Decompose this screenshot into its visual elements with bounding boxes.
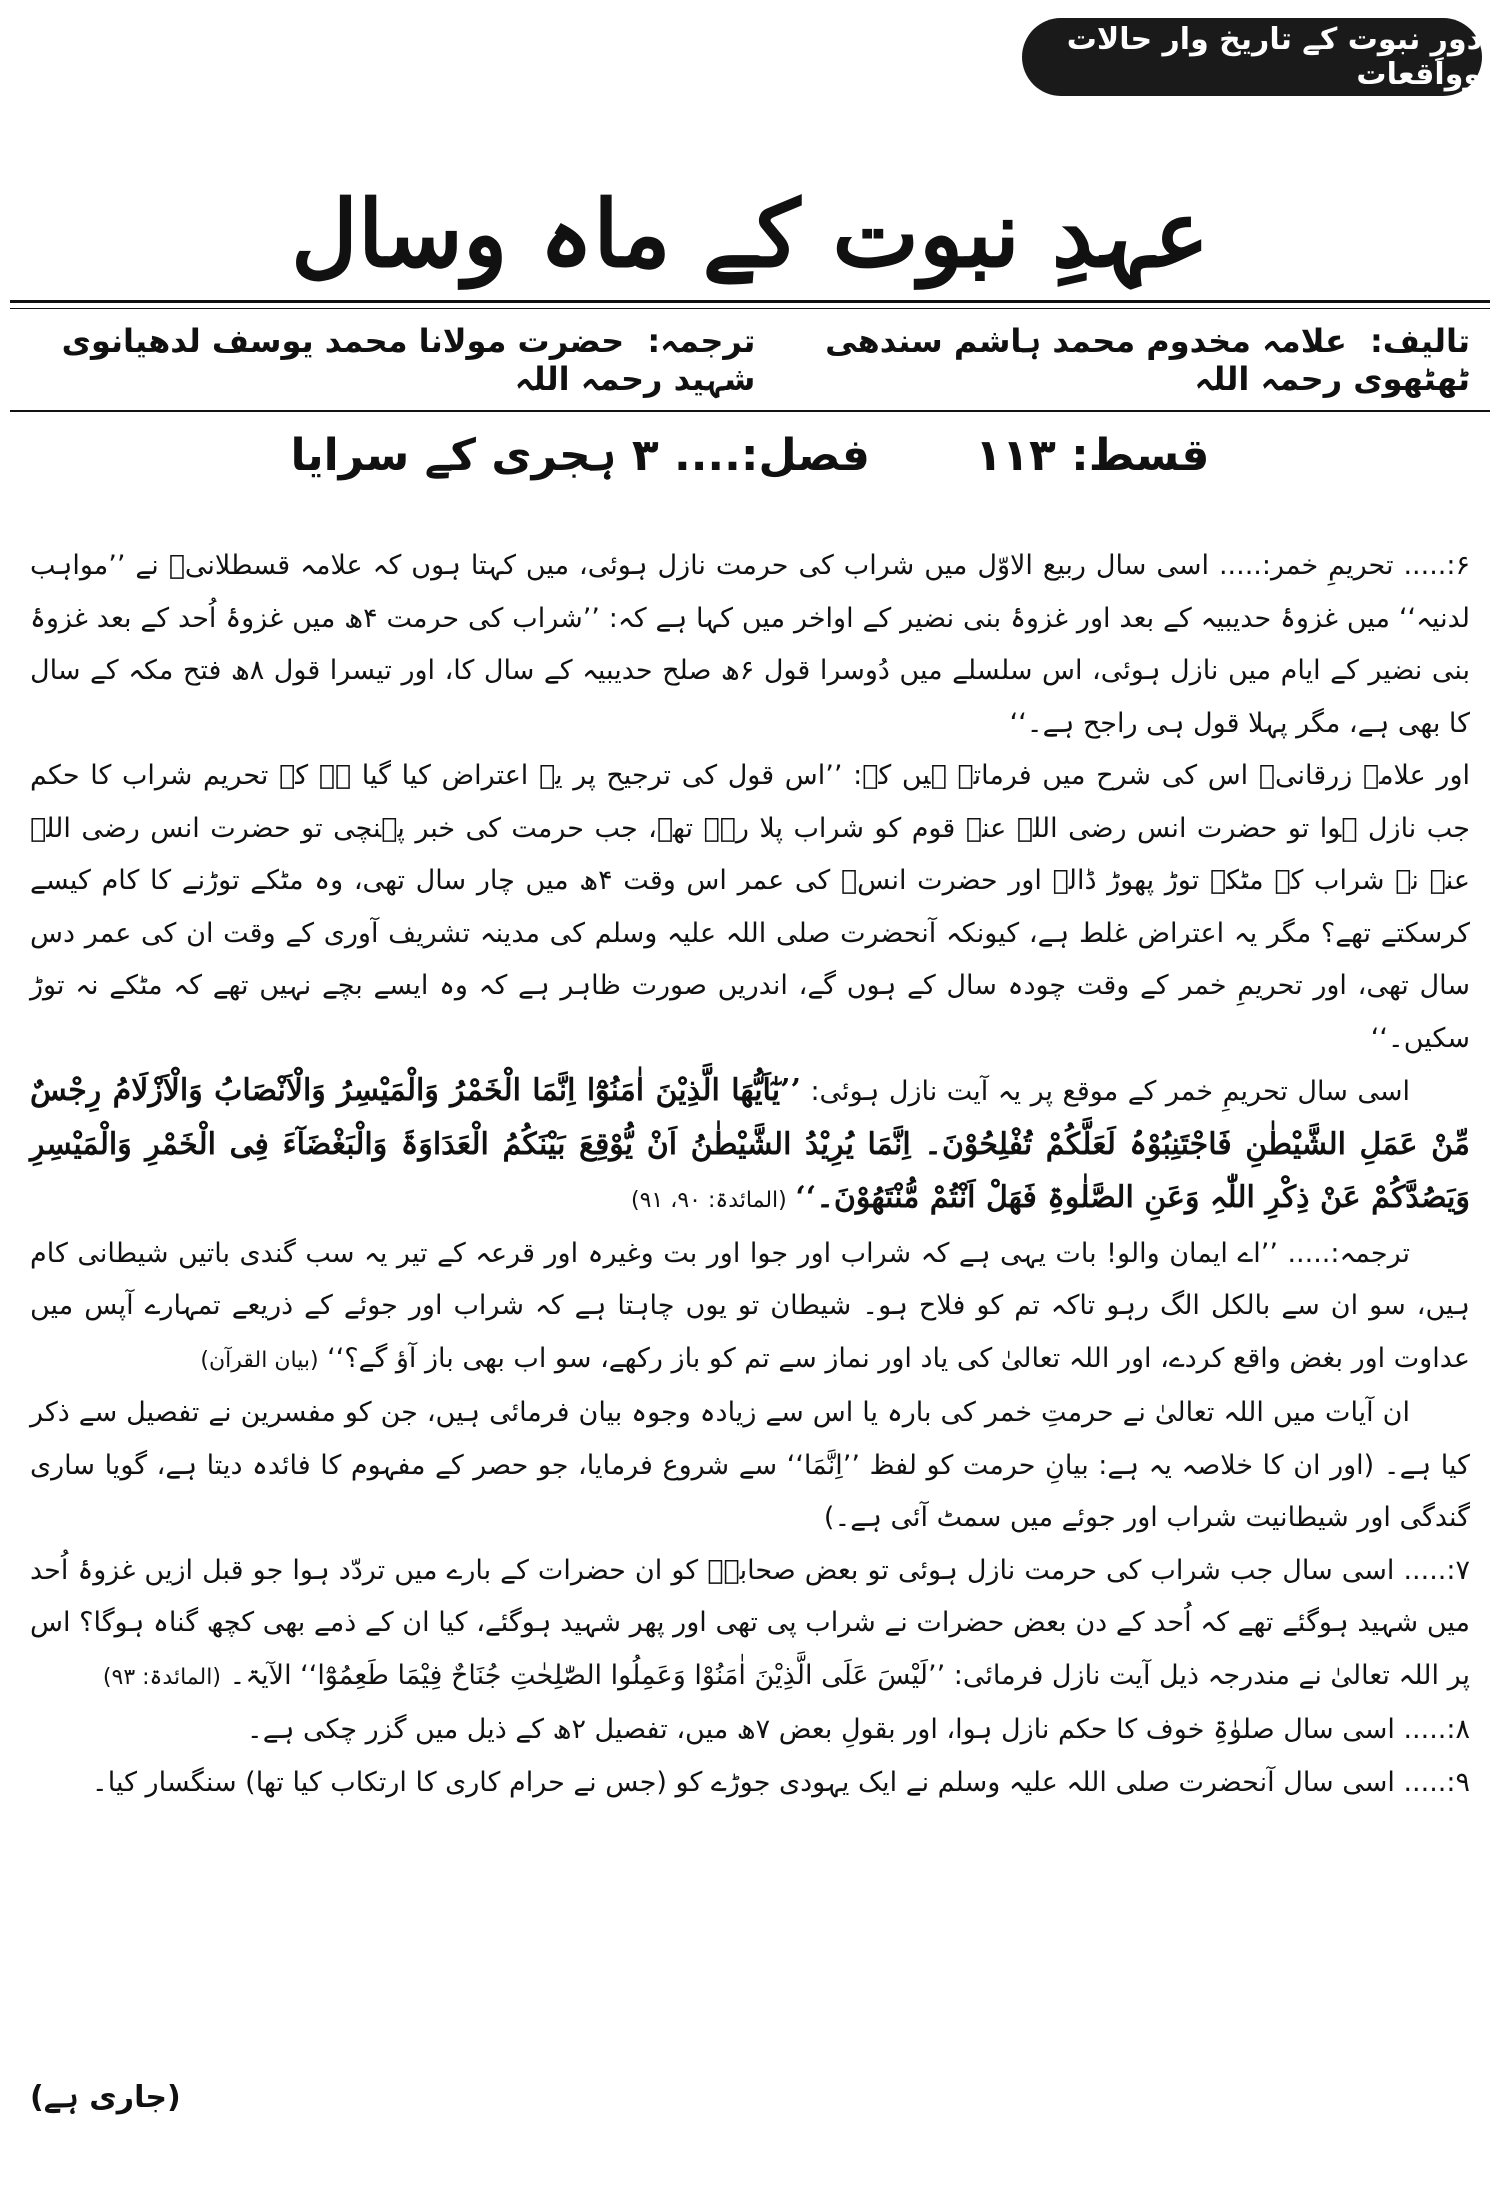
author-name: علامہ مخدوم محمد ہاشم سندھی ٹھٹھوی رحمہ اللہ bbox=[825, 322, 1470, 398]
verse-reference: (المائدۃ: ۹۰، ۹۱) bbox=[631, 1188, 787, 1213]
author-credit bbox=[755, 322, 1470, 398]
translation-block bbox=[30, 1228, 1470, 1388]
paragraph-8: ۸:..... اسی سال صلوٰۃِ خوف کا حکم نازل ہوا، اور بقولِ بعض ۷ھ میں، تفصیل ۲ھ کے ذیل میں گزر چکی ہے۔ bbox=[246, 1714, 1470, 1745]
paragraph-6: ۶:..... تحریمِ خمر:..... اسی سال ربیع الاوّل میں شراب کی حرمت نازل ہوئی، میں کہتا ہوں کہ علامہ قسطلانیؒ نے ’’مواہب لدنیہ‘‘ میں غزوۂ حدیبیہ کے بعد اور غزوۂ بنی نضیر کے اواخر میں کہا ہے کہ: ’’شراب کی حرمت ۴ھ میں غزوۂ اُحد کے بعد غزوۂ بنی نضیر کے ایام میں نازل ہوئی، اس سلسلے میں دُوسرا قول ۶ھ صلح حدیبیہ کے سال کا، اور تیسرا قول ۸ھ فتح مکہ کے سال کا بھی ہے، مگر پہلا قول ہی راجح ہے۔‘‘ bbox=[30, 550, 1471, 739]
translation-reference: (بیان القرآن) bbox=[200, 1347, 319, 1373]
credits-row bbox=[30, 322, 1470, 398]
verse-intro: اسی سال تحریمِ خمر کے موقع پر یہ آیت نازل ہوئی: bbox=[810, 1076, 1410, 1107]
credits-rule bbox=[10, 410, 1490, 412]
paragraph-9: ۹:..... اسی سال آنحضرت صلی اللہ علیہ وسلم نے ایک یہودی جوڑے کو (جس نے حرام کاری کا ارتکاب کیا تھا) سنگسار کیا۔ bbox=[91, 1766, 1470, 1798]
verse-block bbox=[30, 1065, 1470, 1228]
translator-name: حضرت مولانا محمد یوسف لدھیانوی شہید رحمہ اللہ bbox=[61, 322, 756, 398]
verse-translation: ترجمہ:..... ’’اے ایمان والو! بات یہی ہے کہ شراب اور جوا اور بت وغیرہ اور قرعہ کے تیر یہ سب گندی باتیں شیطانی کام ہیں، سو ان سے بالکل الگ رہو تاکہ تم کو فلاح ہو۔ شیطان تو یوں چاہتا ہے کہ شراب اور جوئے کے ذریعے تمہارے آپس میں عداوت اور بغض واقع کردے، اور اللہ تعالیٰ کی یاد اور نماز سے تم کو باز رکھے، سو اب بھی باز آؤ گے؟‘‘ bbox=[30, 1237, 1470, 1374]
series-tag-text: دورِ نبوت کے تاریخ وار حالات وواقعات bbox=[1066, 22, 1482, 92]
title-rule-thin bbox=[10, 308, 1490, 309]
paragraph-7-text: ۷:..... اسی سال جب شراب کی حرمت نازل ہوئی تو بعض صحابہؓ کو ان حضرات کے بارے میں تردّد ہوا جو قبل ازیں غزوۂ اُحد میں شہید ہوگئے تھے کہ اُحد کے دن بعض حضرات نے شراب پی تھی اور پھر شہید ہوگئے، کیا ان کے ذمے بھی کچھ گناہ ہوگا؟ اس پر اللہ تعالیٰ نے مندرجہ ذیل آیت نازل فرمائی: ’’لَیْسَ عَلَی الَّذِیْنَ اٰمَنُوْا وَعَمِلُوا الصّٰلِحٰتِ جُنَاحٌ فِیْمَا طَعِمُوْٓا‘‘ الآیۃ۔ bbox=[30, 1554, 1470, 1691]
quran-verse: ’’یٰٓاَیُّھَا الَّذِیْنَ اٰمَنُوْٓا اِنَّمَا الْخَمْرُ وَالْمَیْسِرُ وَالْاَنْصَابُ وَالْاَزْلَامُ رِجْسٌ مِّنْ عَمَلِ الشَّیْطٰنِ فَاجْتَنِبُوْہُ لَعَلَّکُمْ تُفْلِحُوْنَ۔ اِنَّمَا یُرِیْدُ الشَّیْطٰنُ اَنْ یُّوْقِعَ بَیْنَکُمُ الْعَدَاوَۃَ وَالْبَغْضَآءَ فِی الْخَمْرِ وَالْمَیْسِرِ وَیَصُدَّکُمْ عَنْ ذِکْرِ اللّٰہِ وَعَنِ الصَّلٰوۃِ فَھَلْ اَنْتُمْ مُّنْتَھُوْنَ۔‘‘ bbox=[30, 1073, 1470, 1215]
paragraph-7 bbox=[30, 1545, 1470, 1705]
paragraph-zurqani: اور علامہ زرقانیؒ اس کی شرح میں فرماتے ہیں کہ: ’’اس قول کی ترجیح پر یہ اعتراض کیا گیا ہے کہ تحریم شراب کا حکم جب نازل ہوا تو حضرت انس رضی اللہ عنہ قوم کو شراب پلا رہے تھے، جب حرمت کی خبر پہنچی تو حضرت انس رضی اللہ عنہ نے شراب کے مٹکے توڑ پھوڑ ڈالے اور حضرت انسؓ کی عمر اس وقت ۴ھ میں چار سال تھی، وہ مٹکے توڑنے کا کام کیسے کرسکتے تھے؟ مگر یہ اعتراض غلط ہے، کیونکہ آنحضرت صلی اللہ علیہ وسلم کی مدینہ تشریف آوری کے وقت ان کی عمر دس سال تھی، اور تحریمِ خمر کے وقت چودہ سال کے ہوں گے، اندریں صورت ظاہر ہے کہ وہ ایسے بچے نہیں تھے کہ مٹکے نہ توڑ سکیں۔‘‘ bbox=[30, 760, 1470, 1054]
series-tag bbox=[1022, 18, 1482, 96]
author-label: تالیف: bbox=[1369, 322, 1470, 360]
article-body bbox=[30, 540, 1470, 1809]
continued-marker: (جاری ہے) bbox=[30, 2080, 181, 2115]
chapter-title: فصل:.... ۳ ہجری کے سرایا bbox=[290, 430, 870, 481]
translator-credit bbox=[30, 322, 755, 398]
title-rule-thick bbox=[10, 300, 1490, 303]
installment-heading bbox=[0, 430, 1500, 481]
page-title: عہدِ نبوت کے ماہ وسال bbox=[290, 180, 1210, 288]
paragraph-7-reference: (المائدۃ: ۹۳) bbox=[102, 1664, 221, 1690]
installment-number: قسط: ۱۱۳ bbox=[975, 430, 1210, 481]
translator-label: ترجمہ: bbox=[647, 322, 756, 360]
explanatory-note: ان آیات میں اللہ تعالیٰ نے حرمتِ خمر کی بارہ یا اس سے زیادہ وجوہ بیان فرمائی ہیں، جن کو مفسرین نے تفصیل سے ذکر کیا ہے۔ (اور ان کا خلاصہ یہ ہے: بیانِ حرمت کو لفظ ’’اِنَّمَا‘‘ سے شروع فرمایا، جو حصر کے مفہوم کا فائدہ دیتا ہے، گویا ساری گندگی اور شیطانیت شراب اور جوئے میں سمٹ آئی ہے۔) bbox=[30, 1397, 1470, 1533]
